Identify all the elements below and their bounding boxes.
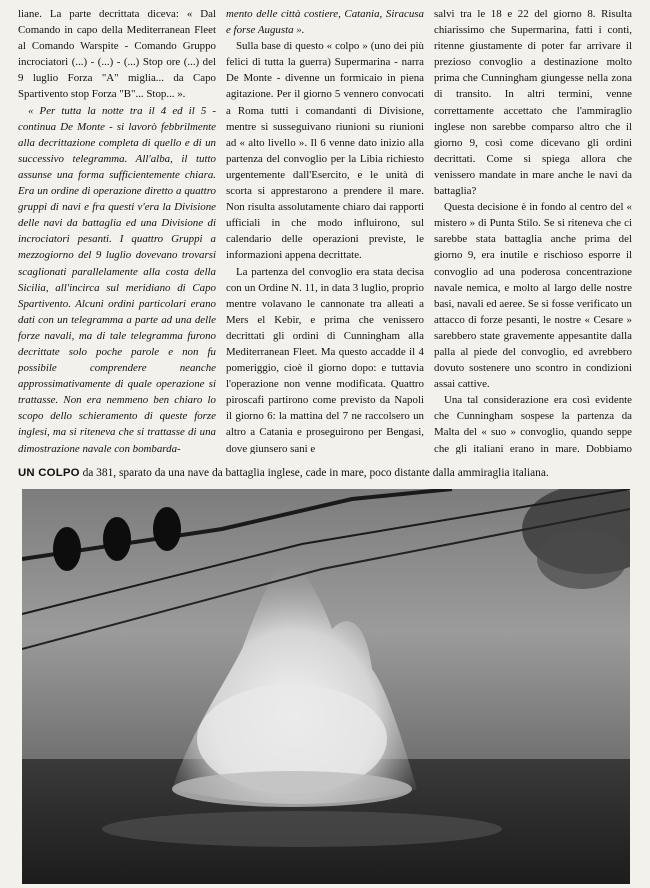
article-paragraph: Sulla base di questo « colpo » (uno dei più felici di tutta la guerra) Supermarina - narra De Monte - divenne un formicaio in piena agitazione. Per il giorno 5 vennero convocati a Roma tutti i comandanti di Divisione, mentre si susseguivano riunioni su riunioni ad « alto livello ». Il 6 venne dato inizio alla partenza del convoglio per la Libia richiesto urgentemente dall'Esercito, e le unità di scorta si apprestarono a prendere il mare. Non risulta assolutamente chiaro dai rapporti ufficiali in che modo influirono, sul calendario delle operazioni previste, le informazioni appena decrittate. bbox=[226, 40, 424, 262]
article-paragraph: mento delle città costiere, Catania, Siracusa e forse Augusta ». bbox=[226, 8, 424, 37]
insulator bbox=[53, 527, 81, 571]
article-paragraph: salvi tra le 18 e 22 del giorno 8. Risulta chiarissimo che Supermarina, fatti i conti, ritenne giustamente di poter far arrivare il prezioso convoglio a destinazione molto prima che Cunningham giungesse nella zona di transito. In altri termini, venne correttamente accettato che l'ammiraglio inglese non sarebbe comparso altro che il giorno 9, così come dicevano gli ordini decrittati. Come si spiega allora che venissero mandate in mare anche le navi da battaglia? bbox=[434, 8, 632, 198]
photo-caption bbox=[18, 465, 632, 481]
article-paragraph: liane. La parte decrittata diceva: « Dal Comando in capo della Mediterranean Fleet al Comando Warspite - Comando Gruppo incrociatori (...) - (...) - (...) Stop ore (...) del 9 luglio Forza "A" miglia... da Capo Spartivento stop Forza "B"... Stop... ». bbox=[18, 8, 216, 101]
article-paragraph: La partenza del convoglio era stata decisa con un Ordine N. 11, in data 3 luglio, proprio mentre volavano le cannonate tra alleati a Mers el Kebir, e prima che venissero decrittati gli ordini di Cunningham alla Mediterranean Fleet. Ma questo accadde il 4 pomeriggio, cioè il giorno dopo: e tuttavia l'operazione non venne modificata. Quattro piroscafi partirono come previsto da Napoli il giorno 6: la mattina del 7 ne raccolsero un altro a Catania e proseguirono per Bengasi, dove giunsero sani e bbox=[226, 265, 424, 454]
article-paragraph: Una tal considerazione era così evidente che Cunningham sospese la partenza da Malta del « suo » convoglio, quando seppe che gli italiani erano in mare. Dobbiamo bbox=[434, 394, 632, 454]
article-column-2 bbox=[226, 6, 424, 454]
photo-illustration bbox=[22, 489, 630, 884]
article-paragraph: Questa decisione è in fondo al centro del « mistero » di Punta Stilo. Se si riteneva che ci sarebbe stata battaglia anche prima del giorno 9, era inutile e rischioso esporre il convoglio ad una poderosa concentrazione navale nemica, e molto al largo delle nostre basi, navali ed aeree. Se si fosse verificato un attacco di forze pesanti, le nostre « Cesare » sarebbero state gravemente appesantite dalla palla al piede del convoglio, ed avrebbero dovuto sostenere uno scontro in condizioni assai cattive. bbox=[434, 201, 632, 391]
caption-text: da 381, sparato da una nave da battaglia inglese, cade in mare, poco distante dalla ammiraglia italiana. bbox=[82, 467, 549, 479]
shell-splash-photo bbox=[22, 489, 630, 884]
article-column-1 bbox=[18, 6, 216, 454]
article-column-3 bbox=[434, 6, 632, 454]
article-columns bbox=[18, 6, 632, 454]
article-paragraph: « Per tutta la notte tra il 4 ed il 5 - continua De Monte - si lavorò febbrilmente alla decrittazione completa di quello e di un successivo telegramma. All'alba, il tutto assunse una forma sufficientemente chiara. Era un ordine di operazione diretto a quattro gruppi di navi e fra questi v'era la Divisione delle navi da battaglia ed una Divisione di incrociatori pesanti. I quattro Gruppi a mezzogiorno del 9 luglio dovevano trovarsi scaglionati parallelamente alla costa della Sicilia, all'incirca sul meridiano di Capo Spartivento. Alcuni ordini particolari erano dati con un telegramma a parte ad una delle forze navali, ma di tale telegramma furono decrittate solo poche parole e non fu possibile comprendere neanche approssimativamente di quale operazione si trattasse. Non era nemmeno ben chiaro lo scopo dello schieramento di queste forze inglesi, ma si riteneva che si trattasse di una dimostrazione navale con bombarda- bbox=[18, 104, 216, 454]
wave-foam bbox=[102, 811, 502, 847]
caption-lead: UN COLPO bbox=[18, 467, 80, 479]
